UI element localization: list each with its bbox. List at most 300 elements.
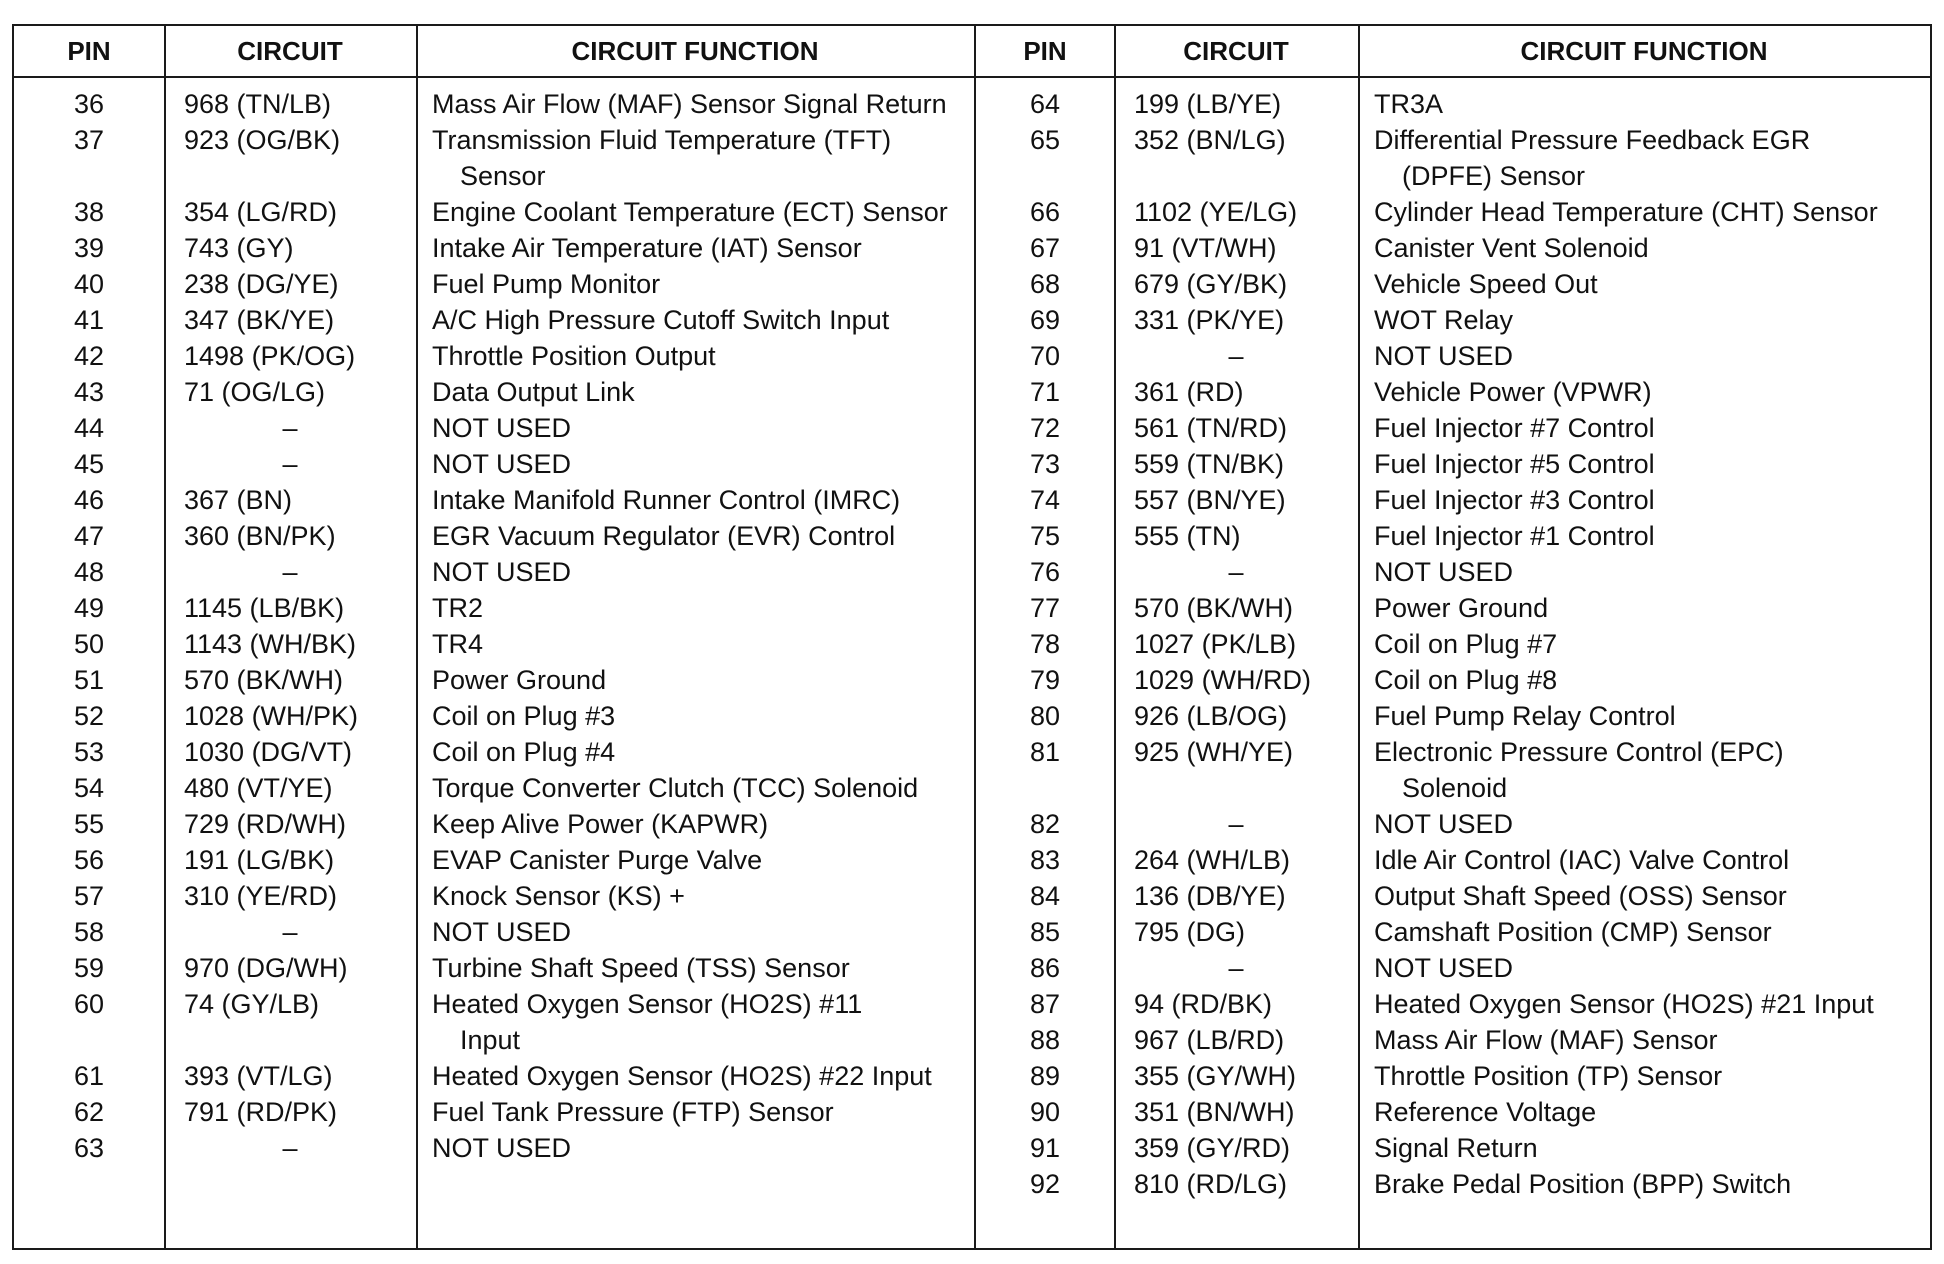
table-row: [14, 338, 974, 374]
table-row: [14, 194, 974, 230]
pin-number: 76: [1029, 557, 1061, 587]
table-row: [14, 266, 974, 302]
function-text: Heated Oxygen Sensor (HO2S) #11: [432, 989, 863, 1019]
circuit-function: [416, 842, 974, 878]
header-row: [976, 26, 1930, 77]
circuit-function: [1358, 878, 1930, 914]
circuit-code: 199 (LB/YE): [1134, 89, 1282, 119]
circuit-function: [1358, 194, 1930, 230]
circuit-code: 347 (BK/YE): [184, 305, 335, 335]
function-text: Turbine Shaft Speed (TSS) Sensor: [432, 953, 850, 983]
right-pin-table: [976, 26, 1930, 1202]
table-row: [14, 554, 974, 590]
function-text: Throttle Position Output: [432, 341, 716, 371]
table-row: [976, 986, 1930, 1022]
pin-header: PIN: [14, 26, 164, 77]
function-text: Camshaft Position (CMP) Sensor: [1374, 917, 1772, 947]
circuit-function: [1358, 950, 1930, 986]
circuit-code: 1028 (WH/PK): [184, 701, 359, 731]
circuit-code: 923 (OG/BK): [184, 125, 341, 155]
table-row: [14, 446, 974, 482]
table-row: [976, 374, 1930, 410]
pin-number: 90: [1029, 1097, 1061, 1127]
circuit-function: [416, 338, 974, 374]
table-row: [976, 230, 1930, 266]
table-row: [14, 1130, 974, 1166]
circuit-code: –: [1228, 809, 1244, 839]
pin-number: 83: [1029, 845, 1061, 875]
pin-number: 47: [73, 521, 105, 551]
table-row: [14, 77, 974, 122]
circuit-code: 74 (GY/LB): [184, 989, 320, 1019]
function-text: Torque Converter Clutch (TCC) Solenoid: [432, 773, 919, 803]
pin-number: 42: [73, 341, 105, 371]
circuit-code: –: [282, 1133, 298, 1163]
left-half: [14, 26, 976, 1248]
circuit-code: 1030 (DG/VT): [184, 737, 353, 767]
table-row: [14, 806, 974, 842]
circuit-code: 331 (PK/YE): [1134, 305, 1285, 335]
function-text: Power Ground: [432, 665, 607, 695]
pin-number: 64: [1029, 89, 1061, 119]
function-text: Heated Oxygen Sensor (HO2S) #21 Input: [1374, 989, 1874, 1019]
table-row: [976, 1166, 1930, 1202]
circuit-code: 729 (RD/WH): [184, 809, 347, 839]
circuit-function: [1358, 1166, 1930, 1202]
pin-number: 38: [73, 197, 105, 227]
circuit-code: 91 (VT/WH): [1134, 233, 1277, 263]
function-text: Coil on Plug #4: [432, 737, 616, 767]
function-text-continued: Input: [460, 1025, 521, 1055]
pin-number: 67: [1029, 233, 1061, 263]
table-row: [976, 77, 1930, 122]
right-rows: [976, 77, 1930, 1202]
table-row: [976, 482, 1930, 518]
pin-number: 88: [1029, 1025, 1061, 1055]
circuit-code: 361 (RD): [1134, 377, 1244, 407]
circuit-code: 367 (BN): [184, 485, 293, 515]
circuit-function: [1358, 410, 1930, 446]
circuit-function: [416, 734, 974, 770]
table-row: [14, 878, 974, 914]
circuit-code: 570 (BK/WH): [1134, 593, 1294, 623]
circuit-code: 926 (LB/OG): [1134, 701, 1288, 731]
table-row: [976, 554, 1930, 590]
circuit-function: [416, 374, 974, 410]
pin-number: 54: [73, 773, 105, 803]
header-row: [14, 26, 974, 77]
function-text: Power Ground: [1374, 593, 1549, 623]
pin-number: 68: [1029, 269, 1061, 299]
pin-number: 49: [73, 593, 105, 623]
table-row: [976, 662, 1930, 698]
circuit-code: 480 (VT/YE): [184, 773, 333, 803]
function-text: Mass Air Flow (MAF) Sensor Signal Return: [432, 89, 947, 119]
function-text: NOT USED: [1374, 953, 1514, 983]
function-text: EGR Vacuum Regulator (EVR) Control: [432, 521, 896, 551]
table-row: [14, 1094, 974, 1130]
table-row: [976, 446, 1930, 482]
table-row: [976, 1022, 1930, 1058]
pin-number: 71: [1029, 377, 1061, 407]
circuit-function: [416, 770, 974, 806]
table-row: [976, 122, 1930, 194]
pin-number: 44: [73, 413, 105, 443]
pin-number: 85: [1029, 917, 1061, 947]
circuit-function: [1358, 986, 1930, 1022]
circuit-code: 191 (LG/BK): [184, 845, 335, 875]
circuit-function: [1358, 1058, 1930, 1094]
circuit-function: [1358, 1130, 1930, 1166]
pin-number: 87: [1029, 989, 1061, 1019]
table-row: [14, 734, 974, 770]
function-text: TR4: [432, 629, 484, 659]
function-text: TR3A: [1374, 89, 1444, 119]
function-text: Mass Air Flow (MAF) Sensor: [1374, 1025, 1718, 1055]
circuit-function: [1358, 842, 1930, 878]
function-text: Signal Return: [1374, 1133, 1538, 1163]
circuit-function: [1358, 374, 1930, 410]
pin-number: 78: [1029, 629, 1061, 659]
function-text: Vehicle Power (VPWR): [1374, 377, 1652, 407]
function-text: Keep Alive Power (KAPWR): [432, 809, 769, 839]
table-row: [976, 518, 1930, 554]
table-row: [976, 698, 1930, 734]
circuit-code: 970 (DG/WH): [184, 953, 348, 983]
pin-number: 53: [73, 737, 105, 767]
function-text: Engine Coolant Temperature (ECT) Sensor: [432, 197, 948, 227]
table-row: [976, 626, 1930, 662]
circuit-code: 1498 (PK/OG): [184, 341, 356, 371]
function-text: Coil on Plug #8: [1374, 665, 1558, 695]
circuit-code: 355 (GY/WH): [1134, 1061, 1297, 1091]
table-row: [976, 266, 1930, 302]
pinout-table: [12, 24, 1932, 1250]
function-text: Data Output Link: [432, 377, 635, 407]
table-row: [14, 230, 974, 266]
circuit-function: [1358, 590, 1930, 626]
pin-number: 55: [73, 809, 105, 839]
column-divider: [1114, 26, 1116, 1248]
pin-header: PIN: [976, 26, 1114, 77]
pin-number: 79: [1029, 665, 1061, 695]
function-text-continued: Solenoid: [1402, 773, 1508, 803]
circuit-code: –: [282, 917, 298, 947]
table-row: [976, 194, 1930, 230]
table-row: [976, 1058, 1930, 1094]
circuit-function: [416, 446, 974, 482]
circuit-function: [416, 266, 974, 302]
function-text-continued: Sensor: [460, 161, 546, 191]
pin-number: 57: [73, 881, 105, 911]
circuit-code: 1102 (YE/LG): [1134, 197, 1298, 227]
function-text-continued: (DPFE) Sensor: [1402, 161, 1586, 191]
pin-number: 56: [73, 845, 105, 875]
circuit-code: 71 (OG/LG): [184, 377, 326, 407]
circuit-function: [416, 986, 974, 1058]
circuit-function: [1358, 338, 1930, 374]
circuit-code: 354 (LG/RD): [184, 197, 338, 227]
function-text: Fuel Tank Pressure (FTP) Sensor: [432, 1097, 834, 1127]
function-text: TR2: [432, 593, 484, 623]
circuit-function: [1358, 446, 1930, 482]
function-text: Knock Sensor (KS) +: [432, 881, 685, 911]
function-text: Reference Voltage: [1374, 1097, 1597, 1127]
circuit-code: 359 (GY/RD): [1134, 1133, 1291, 1163]
function-header: CIRCUIT FUNCTION: [416, 26, 974, 77]
circuit-function: [416, 1130, 974, 1166]
circuit-code: 136 (DB/YE): [1134, 881, 1286, 911]
table-row: [976, 806, 1930, 842]
pin-number: 80: [1029, 701, 1061, 731]
circuit-function: [416, 122, 974, 194]
table-row: [14, 410, 974, 446]
circuit-function: [416, 194, 974, 230]
table-row: [976, 950, 1930, 986]
pin-number: 40: [73, 269, 105, 299]
table-row: [14, 590, 974, 626]
circuit-code: 1143 (WH/BK): [184, 629, 357, 659]
circuit-function: [1358, 518, 1930, 554]
function-text: A/C High Pressure Cutoff Switch Input: [432, 305, 890, 335]
circuit-function: [1358, 626, 1930, 662]
pin-number: 41: [73, 305, 105, 335]
pin-number: 45: [73, 449, 105, 479]
circuit-function: [416, 878, 974, 914]
function-header: CIRCUIT FUNCTION: [1358, 26, 1930, 77]
pin-number: 77: [1029, 593, 1061, 623]
pin-number: 72: [1029, 413, 1061, 443]
function-text: Output Shaft Speed (OSS) Sensor: [1374, 881, 1787, 911]
circuit-header: CIRCUIT: [1114, 26, 1358, 77]
circuit-code: –: [282, 557, 298, 587]
circuit-code: 679 (GY/BK): [1134, 269, 1288, 299]
function-text: NOT USED: [1374, 809, 1514, 839]
circuit-function: [416, 410, 974, 446]
function-text: Fuel Pump Monitor: [432, 269, 661, 299]
circuit-function: [1358, 230, 1930, 266]
table-row: [14, 122, 974, 194]
right-half: [976, 26, 1930, 1248]
function-text: EVAP Canister Purge Valve: [432, 845, 763, 875]
function-text: NOT USED: [432, 557, 572, 587]
function-text: Fuel Injector #7 Control: [1374, 413, 1655, 443]
pin-number: 59: [73, 953, 105, 983]
function-text: Transmission Fluid Temperature (TFT): [432, 125, 892, 155]
table-row: [976, 302, 1930, 338]
pin-number: 43: [73, 377, 105, 407]
circuit-code: 94 (RD/BK): [1134, 989, 1273, 1019]
pin-number: 65: [1029, 125, 1061, 155]
table-row: [976, 410, 1930, 446]
table-row: [976, 338, 1930, 374]
circuit-code: 791 (RD/PK): [184, 1097, 338, 1127]
circuit-function: [416, 1058, 974, 1094]
circuit-function: [416, 698, 974, 734]
circuit-function: [1358, 1022, 1930, 1058]
circuit-function: [416, 302, 974, 338]
pin-number: 46: [73, 485, 105, 515]
function-text: Fuel Injector #1 Control: [1374, 521, 1655, 551]
circuit-code: 795 (DG): [1134, 917, 1246, 947]
circuit-function: [1358, 302, 1930, 338]
circuit-code: 352 (BN/LG): [1134, 125, 1286, 155]
function-text: NOT USED: [432, 917, 572, 947]
table-row: [976, 590, 1930, 626]
pin-number: 74: [1029, 485, 1061, 515]
circuit-function: [1358, 806, 1930, 842]
pin-number: 37: [73, 125, 105, 155]
function-text: Intake Air Temperature (IAT) Sensor: [432, 233, 862, 263]
function-text: NOT USED: [432, 1133, 572, 1163]
circuit-function: [1358, 662, 1930, 698]
circuit-function: [1358, 122, 1930, 194]
circuit-code: 310 (YE/RD): [184, 881, 338, 911]
circuit-function: [1358, 698, 1930, 734]
circuit-code: 1027 (PK/LB): [1134, 629, 1297, 659]
pin-number: 70: [1029, 341, 1061, 371]
function-text: WOT Relay: [1374, 305, 1514, 335]
function-text: Fuel Injector #5 Control: [1374, 449, 1655, 479]
function-text: Brake Pedal Position (BPP) Switch: [1374, 1169, 1792, 1199]
circuit-code: 925 (WH/YE): [1134, 737, 1294, 767]
table-row: [976, 734, 1930, 806]
table-row: [14, 662, 974, 698]
function-text: NOT USED: [432, 413, 572, 443]
circuit-code: 967 (LB/RD): [1134, 1025, 1285, 1055]
circuit-function: [416, 662, 974, 698]
circuit-code: –: [282, 413, 298, 443]
circuit-header: CIRCUIT: [164, 26, 416, 77]
table-row: [14, 986, 974, 1058]
table-row: [14, 518, 974, 554]
function-text: Fuel Pump Relay Control: [1374, 701, 1676, 731]
circuit-function: [1358, 554, 1930, 590]
circuit-code: 360 (BN/PK): [184, 521, 336, 551]
left-pin-table: [14, 26, 974, 1166]
function-text: Fuel Injector #3 Control: [1374, 485, 1655, 515]
table-row: [976, 878, 1930, 914]
function-text: Canister Vent Solenoid: [1374, 233, 1649, 263]
circuit-function: [416, 230, 974, 266]
circuit-function: [1358, 1094, 1930, 1130]
pin-number: 92: [1029, 1169, 1061, 1199]
function-text: Heated Oxygen Sensor (HO2S) #22 Input: [432, 1061, 932, 1091]
circuit-code: 1029 (WH/RD): [1134, 665, 1312, 695]
circuit-function: [416, 806, 974, 842]
pin-number: 82: [1029, 809, 1061, 839]
pin-number: 62: [73, 1097, 105, 1127]
table-row: [14, 698, 974, 734]
circuit-function: [1358, 734, 1930, 806]
function-text: NOT USED: [1374, 557, 1514, 587]
pin-number: 84: [1029, 881, 1061, 911]
table-row: [976, 842, 1930, 878]
table-row: [14, 842, 974, 878]
circuit-code: 557 (BN/YE): [1134, 485, 1286, 515]
function-text: Intake Manifold Runner Control (IMRC): [432, 485, 901, 515]
circuit-function: [416, 518, 974, 554]
circuit-code: 559 (TN/BK): [1134, 449, 1285, 479]
circuit-function: [416, 950, 974, 986]
circuit-function: [1358, 266, 1930, 302]
pin-number: 89: [1029, 1061, 1061, 1091]
left-rows: [14, 77, 974, 1166]
table-row: [14, 626, 974, 662]
circuit-function: [416, 1094, 974, 1130]
circuit-code: 561 (TN/RD): [1134, 413, 1288, 443]
pin-number: 50: [73, 629, 105, 659]
pin-number: 75: [1029, 521, 1061, 551]
circuit-function: [1358, 482, 1930, 518]
circuit-function: [416, 914, 974, 950]
pin-number: 73: [1029, 449, 1061, 479]
table-row: [976, 1094, 1930, 1130]
circuit-code: 351 (BN/WH): [1134, 1097, 1295, 1127]
circuit-code: –: [1228, 953, 1244, 983]
pin-number: 61: [73, 1061, 105, 1091]
function-text: Differential Pressure Feedback EGR: [1374, 125, 1811, 155]
table-row: [976, 1130, 1930, 1166]
pin-number: 60: [73, 989, 105, 1019]
function-text: Idle Air Control (IAC) Valve Control: [1374, 845, 1790, 875]
table-row: [14, 482, 974, 518]
circuit-function: [416, 482, 974, 518]
circuit-function: [416, 590, 974, 626]
function-text: Throttle Position (TP) Sensor: [1374, 1061, 1723, 1091]
pin-number: 52: [73, 701, 105, 731]
circuit-code: 1145 (LB/BK): [184, 593, 345, 623]
table-row: [14, 950, 974, 986]
circuit-code: 570 (BK/WH): [184, 665, 344, 695]
circuit-function: [416, 626, 974, 662]
pin-number: 81: [1029, 737, 1061, 767]
circuit-function: [1358, 77, 1930, 122]
table-row: [14, 914, 974, 950]
function-text: NOT USED: [432, 449, 572, 479]
pin-number: 36: [73, 89, 105, 119]
circuit-code: 264 (WH/LB): [1134, 845, 1291, 875]
circuit-code: –: [1228, 341, 1244, 371]
function-text: Cylinder Head Temperature (CHT) Sensor: [1374, 197, 1878, 227]
function-text: Electronic Pressure Control (EPC): [1374, 737, 1784, 767]
circuit-code: –: [1228, 557, 1244, 587]
pin-number: 58: [73, 917, 105, 947]
table-row: [14, 374, 974, 410]
circuit-function: [416, 554, 974, 590]
table-row: [14, 302, 974, 338]
column-divider: [164, 26, 166, 1248]
pin-number: 69: [1029, 305, 1061, 335]
pin-number: 63: [73, 1133, 105, 1163]
circuit-code: 238 (DG/YE): [184, 269, 339, 299]
circuit-function: [1358, 914, 1930, 950]
column-divider: [416, 26, 418, 1248]
circuit-code: 743 (GY): [184, 233, 294, 263]
function-text: Coil on Plug #3: [432, 701, 616, 731]
function-text: NOT USED: [1374, 341, 1514, 371]
circuit-function: [416, 77, 974, 122]
circuit-code: 393 (VT/LG): [184, 1061, 333, 1091]
function-text: Vehicle Speed Out: [1374, 269, 1598, 299]
pin-number: 66: [1029, 197, 1061, 227]
pin-number: 51: [73, 665, 105, 695]
function-text: Coil on Plug #7: [1374, 629, 1558, 659]
pin-number: 91: [1029, 1133, 1061, 1163]
circuit-code: 810 (RD/LG): [1134, 1169, 1288, 1199]
circuit-code: 968 (TN/LB): [184, 89, 332, 119]
pin-number: 86: [1029, 953, 1061, 983]
